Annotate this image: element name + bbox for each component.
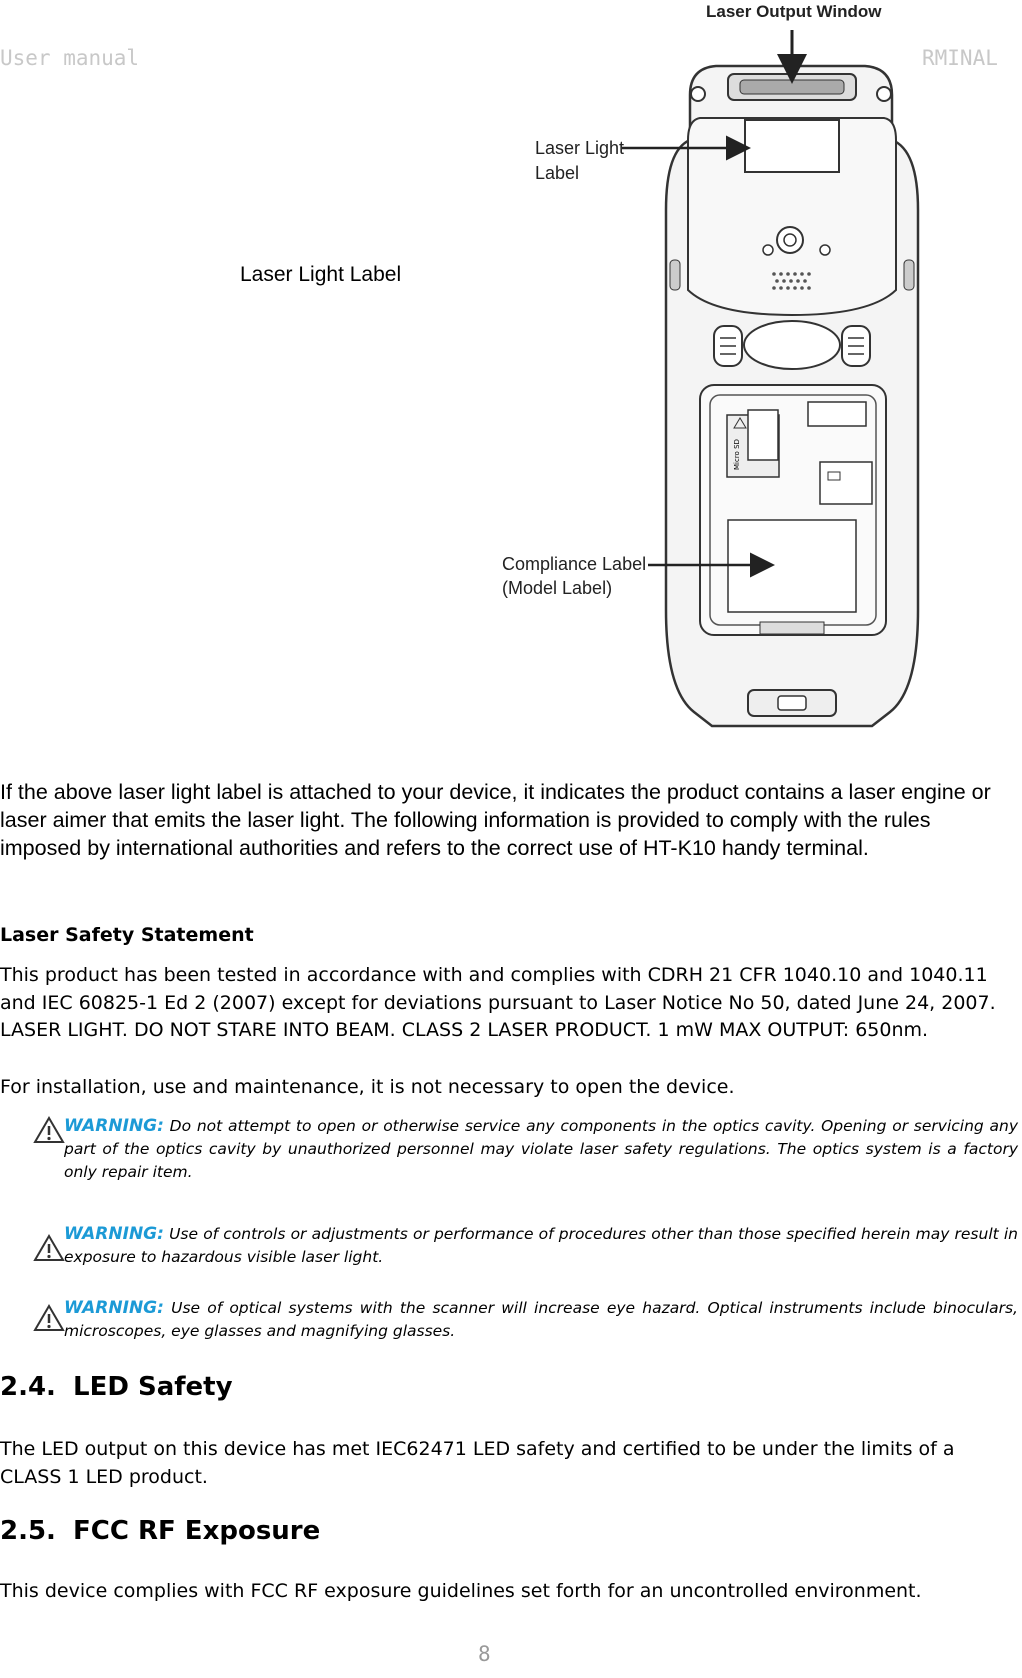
section-heading-fcc-rf-exposure: 2.5. FCC RF Exposure: [0, 1516, 321, 1546]
header-left: User manual: [0, 46, 140, 70]
laser-safety-note: For installation, use and maintenance, it is not necessary to open the device.: [0, 1076, 735, 1098]
led-safety-body: The LED output on this device has met IEC62471 LED safety and certified to be under the limits of a CLASS 1 LED product.: [0, 1438, 955, 1488]
warning-block-3: [0, 1297, 1018, 1353]
micro-sd-label: Micro SD: [733, 439, 741, 470]
laser-output-window-label: Laser Output Window: [706, 2, 882, 21]
warning-keyword: WARNING:: [64, 1116, 164, 1136]
warning-text-2: WARNING: Use of controls or adjustments or performance of procedures other than those specified herein may result in exposure to hazardous visible laser light.: [64, 1224, 1018, 1266]
warning-text-1: WARNING: Do not attempt to open or otherwise service any components in the optics cavity. Opening or servicing any part of the optics cavity by unauthorized personnel may violate laser safety regulations. The optics system is a factory only repair item.: [64, 1116, 1018, 1181]
section-heading-led-safety: 2.4. LED Safety: [0, 1372, 233, 1402]
intro-paragraph: If the above laser light label is attached to your device, it indicates the product contains a laser engine or laser aimer that emits the laser light. The following information is provided to comply with the rules imposed by international authorities and refers to the correct use of HT-K10 handy terminal.: [0, 780, 991, 860]
laser-light-label-callout-line2: Label: [535, 163, 580, 183]
laser-light-label-callout-line1: Laser Light: [535, 138, 625, 158]
warning-triangle-icon: [33, 1303, 65, 1333]
warning-keyword: WARNING:: [64, 1224, 164, 1244]
warning-block-2: [0, 1223, 1018, 1279]
compliance-label-callout-line1: Compliance Label: [502, 554, 647, 574]
device-back-diagram: [0, 0, 1022, 730]
laser-light-label-rect: [745, 120, 839, 172]
warning-triangle-icon: [33, 1115, 65, 1145]
compliance-label-callout-line2: (Model Label): [502, 578, 613, 598]
warning-triangle-icon: [33, 1233, 65, 1263]
fcc-body: This device complies with FCC RF exposure guidelines set forth for an uncontrolled environment.: [0, 1580, 922, 1602]
header-right: RMINAL: [922, 46, 998, 70]
page-number: 8: [478, 1642, 491, 1666]
laser-safety-heading: Laser Safety Statement: [0, 924, 254, 946]
warning-block-1: [0, 1115, 1018, 1195]
laser-light-label-caption: Laser Light Label: [240, 263, 402, 286]
warning-keyword: WARNING:: [64, 1298, 164, 1318]
laser-safety-body: This product has been tested in accordance with and complies with CDRH 21 CFR 1040.10 and 1040.11 and IEC 60825-1 Ed 2 (2007) except for deviations pursuant to Laser Notice No 50, dated June 24, 2007. LASER LIGHT. DO NOT STARE INTO BEAM. CLASS 2 LASER PRODUCT. 1 mW MAX OUTPUT: 650nm.: [0, 964, 996, 1041]
warning-text-3: WARNING: Use of optical systems with the scanner will increase eye hazard. Optical instruments include binoculars, microscopes, eye glasses and magnifying glasses.: [64, 1298, 1018, 1340]
